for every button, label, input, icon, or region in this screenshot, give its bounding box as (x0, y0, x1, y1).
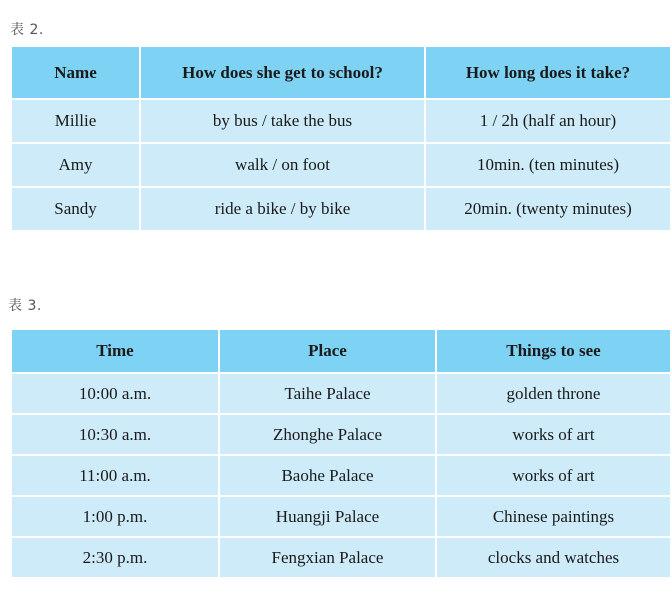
table-row (11, 537, 671, 578)
cell-place: Zhonghe Palace (219, 414, 436, 455)
cell-time: 2:30 p.m. (11, 537, 219, 578)
cell-duration: 1 / 2h (half an hour) (425, 99, 671, 143)
table-2-caption: 表 2. (10, 22, 44, 38)
table-row (11, 187, 671, 231)
column-header-how: How does she get to school? (140, 46, 425, 99)
cell-place: Fengxian Palace (219, 537, 436, 578)
table-header-row (11, 46, 671, 99)
cell-things: Chinese paintings (436, 496, 671, 537)
cell-time: 10:30 a.m. (11, 414, 219, 455)
cell-place: Taihe Palace (219, 373, 436, 414)
table-row (11, 143, 671, 187)
cell-name: Millie (11, 99, 140, 143)
cell-transport: walk / on foot (140, 143, 425, 187)
table-row (11, 414, 671, 455)
cell-time: 1:00 p.m. (11, 496, 219, 537)
cell-things: works of art (436, 455, 671, 496)
table-row (11, 99, 671, 143)
column-header-time: Time (11, 329, 219, 373)
cell-time: 11:00 a.m. (11, 455, 219, 496)
cell-duration: 10min. (ten minutes) (425, 143, 671, 187)
cell-things: clocks and watches (436, 537, 671, 578)
table-header-row (11, 329, 671, 373)
cell-name: Sandy (11, 187, 140, 231)
cell-duration: 20min. (twenty minutes) (425, 187, 671, 231)
cell-place: Baohe Palace (219, 455, 436, 496)
column-header-name: Name (11, 46, 140, 99)
table-row (11, 373, 671, 414)
table-row (11, 455, 671, 496)
table-row (11, 496, 671, 537)
itinerary-table (10, 328, 672, 579)
cell-name: Amy (11, 143, 140, 187)
cell-things: golden throne (436, 373, 671, 414)
cell-transport: by bus / take the bus (140, 99, 425, 143)
column-header-place: Place (219, 329, 436, 373)
cell-time: 10:00 a.m. (11, 373, 219, 414)
column-header-how-long: How long does it take? (425, 46, 671, 99)
cell-things: works of art (436, 414, 671, 455)
transport-table (10, 45, 672, 232)
cell-transport: ride a bike / by bike (140, 187, 425, 231)
column-header-things-to-see: Things to see (436, 329, 671, 373)
table-3-caption: 表 3. (8, 298, 42, 314)
cell-place: Huangji Palace (219, 496, 436, 537)
